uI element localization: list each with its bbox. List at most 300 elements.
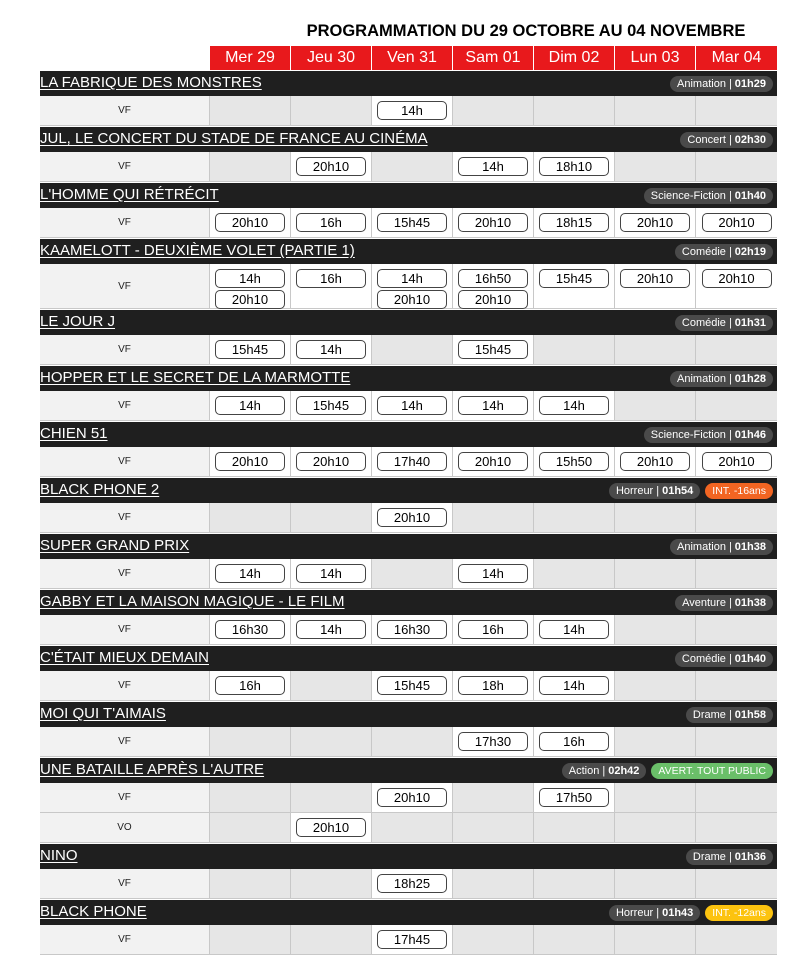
version-label: VF bbox=[40, 925, 210, 954]
day-cell bbox=[453, 671, 534, 700]
day-cell bbox=[615, 335, 696, 364]
day-cell bbox=[534, 264, 615, 308]
showtime-button[interactable]: 15h45 bbox=[377, 676, 447, 695]
day-cell bbox=[534, 869, 615, 898]
day-cell bbox=[615, 925, 696, 954]
movie-genre: Animation bbox=[677, 541, 726, 553]
version-label: VF bbox=[40, 208, 210, 237]
movie-genre: Animation bbox=[677, 373, 726, 385]
separator: | bbox=[656, 907, 660, 919]
version-label: VF bbox=[40, 335, 210, 364]
movie-header bbox=[40, 309, 777, 335]
movie-duration: 01h38 bbox=[734, 597, 766, 609]
version-label: VF bbox=[40, 503, 210, 532]
day-cell bbox=[696, 264, 777, 308]
day-cell bbox=[453, 208, 534, 237]
day-cell bbox=[210, 925, 291, 954]
rating-badge: INT. -16ans bbox=[705, 483, 773, 499]
separator: | bbox=[728, 134, 732, 146]
day-cell bbox=[291, 208, 372, 237]
day-cell bbox=[453, 264, 534, 308]
showtime-button[interactable]: 20h10 bbox=[620, 213, 690, 232]
movie-genre: Science-Fiction bbox=[650, 429, 726, 441]
movie-duration: 01h36 bbox=[734, 851, 766, 863]
movie-title[interactable]: UNE BATAILLE APRÈS L'AUTRE bbox=[40, 761, 265, 778]
movie-genre: Aventure bbox=[682, 597, 726, 609]
day-cell bbox=[453, 152, 534, 181]
showtime-button[interactable]: 16h50 bbox=[458, 269, 528, 288]
movie-info bbox=[675, 315, 773, 331]
movie-title[interactable]: LA FABRIQUE DES MONSTRES bbox=[40, 74, 262, 91]
day-cell bbox=[291, 152, 372, 181]
movie-duration: 01h46 bbox=[734, 429, 766, 441]
movie-header bbox=[40, 757, 777, 783]
showtime-button[interactable]: 14h bbox=[458, 564, 528, 583]
showtime-button[interactable]: 18h bbox=[458, 676, 528, 695]
showtime-button[interactable]: 16h bbox=[458, 620, 528, 639]
day-cell bbox=[291, 447, 372, 476]
day-cell bbox=[291, 615, 372, 644]
showtime-button[interactable]: 20h10 bbox=[296, 452, 366, 471]
showtime-button[interactable]: 14h bbox=[215, 396, 285, 415]
showtime-button[interactable]: 20h10 bbox=[296, 818, 366, 837]
day-cell bbox=[372, 96, 453, 125]
showtime-button[interactable]: 16h30 bbox=[377, 620, 447, 639]
separator: | bbox=[728, 597, 732, 609]
day-cell bbox=[453, 447, 534, 476]
day-cell bbox=[291, 727, 372, 756]
day-cell bbox=[372, 869, 453, 898]
movie-genre: Comédie bbox=[681, 317, 726, 329]
schedule-grid bbox=[40, 70, 777, 955]
movie-header bbox=[40, 238, 777, 264]
day-cell bbox=[453, 559, 534, 588]
showtime-button[interactable]: 14h bbox=[296, 564, 366, 583]
day-cell bbox=[615, 813, 696, 842]
showtime-button[interactable]: 17h30 bbox=[458, 732, 528, 751]
movie-info bbox=[670, 539, 773, 555]
day-cell bbox=[534, 925, 615, 954]
day-cell bbox=[696, 615, 777, 644]
day-cell bbox=[453, 783, 534, 812]
showtime-button[interactable]: 15h45 bbox=[539, 269, 609, 288]
day-cell bbox=[372, 671, 453, 700]
showtime-button[interactable]: 16h bbox=[215, 676, 285, 695]
showtime-button[interactable]: 20h10 bbox=[215, 290, 285, 309]
showtime-row bbox=[40, 783, 777, 813]
day-header: Mer 29 bbox=[210, 46, 291, 70]
movie-info bbox=[609, 483, 773, 499]
movie-title[interactable]: C'ÉTAIT MIEUX DEMAIN bbox=[40, 649, 209, 666]
genre-duration-badge bbox=[609, 483, 700, 499]
showtime-row bbox=[40, 615, 777, 645]
movie-genre: Horreur bbox=[615, 907, 654, 919]
showtime-button[interactable]: 14h bbox=[377, 396, 447, 415]
showtime-button[interactable]: 15h45 bbox=[215, 340, 285, 359]
day-cell bbox=[210, 447, 291, 476]
movie-header bbox=[40, 533, 777, 559]
separator: | bbox=[656, 485, 660, 497]
day-cell bbox=[696, 925, 777, 954]
movie-header bbox=[40, 182, 777, 208]
movie-genre: Science-Fiction bbox=[650, 190, 726, 202]
showtime-row bbox=[40, 559, 777, 589]
movie-info bbox=[670, 371, 773, 387]
separator: | bbox=[728, 373, 732, 385]
showtime-button[interactable]: 14h bbox=[215, 564, 285, 583]
day-cell bbox=[696, 727, 777, 756]
movie-title[interactable]: L'HOMME QUI RÉTRÉCIT bbox=[40, 186, 219, 203]
showtime-button[interactable]: 14h bbox=[539, 620, 609, 639]
day-cell bbox=[615, 783, 696, 812]
movie-title[interactable]: KAAMELOTT - DEUXIÈME VOLET (PARTIE 1) bbox=[40, 242, 355, 259]
movie-title[interactable]: CHIEN 51 bbox=[40, 425, 108, 442]
day-cell bbox=[453, 391, 534, 420]
showtime-row bbox=[40, 335, 777, 365]
day-cell bbox=[453, 813, 534, 842]
day-cell bbox=[534, 813, 615, 842]
day-cell bbox=[291, 335, 372, 364]
movie-genre: Concert bbox=[687, 134, 726, 146]
genre-duration-badge bbox=[670, 539, 773, 555]
day-cell bbox=[534, 208, 615, 237]
day-cell bbox=[372, 264, 453, 308]
day-cell bbox=[291, 264, 372, 308]
movie-title[interactable]: NINO bbox=[40, 847, 78, 864]
showtime-button[interactable]: 16h30 bbox=[215, 620, 285, 639]
showtime-button[interactable]: 20h10 bbox=[702, 213, 772, 232]
day-cell bbox=[291, 503, 372, 532]
movie-header bbox=[40, 701, 777, 727]
separator: | bbox=[728, 653, 732, 665]
day-cell bbox=[453, 96, 534, 125]
showtime-button[interactable]: 18h10 bbox=[539, 157, 609, 176]
showtime-button[interactable]: 20h10 bbox=[702, 452, 772, 471]
movie-header bbox=[40, 365, 777, 391]
day-cell bbox=[615, 391, 696, 420]
day-header: Mar 04 bbox=[696, 46, 777, 70]
day-cell bbox=[696, 335, 777, 364]
day-cell bbox=[615, 96, 696, 125]
movie-genre: Comédie bbox=[681, 246, 726, 258]
day-cell bbox=[210, 96, 291, 125]
movie-title[interactable]: MOI QUI T'AIMAIS bbox=[40, 705, 166, 722]
movie-header bbox=[40, 477, 777, 503]
showtime-button[interactable]: 20h10 bbox=[458, 213, 528, 232]
showtime-button[interactable]: 17h50 bbox=[539, 788, 609, 807]
day-cell bbox=[696, 391, 777, 420]
day-header: Jeu 30 bbox=[291, 46, 372, 70]
day-cell bbox=[372, 615, 453, 644]
version-label: VF bbox=[40, 96, 210, 125]
showtime-button[interactable]: 14h bbox=[458, 157, 528, 176]
day-cell bbox=[615, 208, 696, 237]
day-cell bbox=[615, 671, 696, 700]
movie-duration: 01h40 bbox=[734, 653, 766, 665]
day-cell bbox=[696, 503, 777, 532]
day-cell bbox=[696, 447, 777, 476]
genre-duration-badge bbox=[670, 76, 773, 92]
day-cell bbox=[534, 447, 615, 476]
showtime-button[interactable]: 20h10 bbox=[702, 269, 772, 288]
rating-badge: INT. -12ans bbox=[705, 905, 773, 921]
showtime-button[interactable]: 20h10 bbox=[377, 788, 447, 807]
separator: | bbox=[728, 429, 732, 441]
page-title: PROGRAMMATION DU 29 OCTOBRE AU 04 NOVEMBRE bbox=[306, 22, 746, 40]
genre-duration-badge bbox=[675, 595, 773, 611]
showtime-row bbox=[40, 152, 777, 182]
day-cell bbox=[453, 925, 534, 954]
showtime-row bbox=[40, 869, 777, 899]
day-cell bbox=[372, 391, 453, 420]
showtime-button[interactable]: 20h10 bbox=[620, 452, 690, 471]
separator: | bbox=[728, 541, 732, 553]
day-cell bbox=[453, 727, 534, 756]
movie-title[interactable]: GABBY ET LA MAISON MAGIQUE - LE FILM bbox=[40, 593, 345, 610]
movie-header bbox=[40, 843, 777, 869]
genre-duration-badge bbox=[644, 188, 773, 204]
genre-duration-badge bbox=[675, 244, 773, 260]
day-cell bbox=[291, 559, 372, 588]
showtime-button[interactable]: 15h50 bbox=[539, 452, 609, 471]
movie-title[interactable]: LE JOUR J bbox=[40, 313, 116, 330]
movie-header bbox=[40, 645, 777, 671]
showtime-row bbox=[40, 813, 777, 843]
day-cell bbox=[696, 152, 777, 181]
day-cell bbox=[696, 869, 777, 898]
showtime-button[interactable]: 20h10 bbox=[377, 290, 447, 309]
day-cell bbox=[534, 783, 615, 812]
showtime-button[interactable]: 20h10 bbox=[458, 452, 528, 471]
showtime-button[interactable]: 20h10 bbox=[377, 508, 447, 527]
separator: | bbox=[728, 709, 732, 721]
day-header: Ven 31 bbox=[372, 46, 453, 70]
showtime-button[interactable]: 14h bbox=[539, 396, 609, 415]
separator: | bbox=[728, 851, 732, 863]
day-cell bbox=[615, 559, 696, 588]
movie-header bbox=[40, 899, 777, 925]
genre-duration-badge bbox=[670, 371, 773, 387]
movie-info bbox=[686, 849, 773, 865]
movie-info bbox=[644, 427, 773, 443]
day-cell bbox=[372, 503, 453, 532]
showtime-button[interactable]: 14h bbox=[458, 396, 528, 415]
movie-info bbox=[675, 651, 773, 667]
day-cell bbox=[210, 671, 291, 700]
showtime-button[interactable]: 15h45 bbox=[377, 213, 447, 232]
separator: | bbox=[728, 78, 732, 90]
showtime-button[interactable]: 17h40 bbox=[377, 452, 447, 471]
day-cell bbox=[696, 208, 777, 237]
showtime-button[interactable]: 14h bbox=[296, 620, 366, 639]
movie-info bbox=[680, 132, 773, 148]
day-cell bbox=[210, 335, 291, 364]
day-cell bbox=[534, 335, 615, 364]
day-cell bbox=[372, 925, 453, 954]
day-cell bbox=[210, 813, 291, 842]
movie-header bbox=[40, 126, 777, 152]
movie-duration: 01h31 bbox=[734, 317, 766, 329]
day-cell bbox=[372, 152, 453, 181]
showtime-button[interactable]: 20h10 bbox=[215, 452, 285, 471]
showtime-row bbox=[40, 208, 777, 238]
day-cell bbox=[615, 447, 696, 476]
day-cell bbox=[453, 869, 534, 898]
day-cell bbox=[615, 615, 696, 644]
version-label: VF bbox=[40, 391, 210, 420]
showtime-button[interactable]: 14h bbox=[377, 101, 447, 120]
version-label: VF bbox=[40, 869, 210, 898]
movie-duration: 01h54 bbox=[662, 485, 694, 497]
movie-title[interactable]: SUPER GRAND PRIX bbox=[40, 537, 190, 554]
version-label: VF bbox=[40, 264, 210, 308]
day-cell bbox=[210, 503, 291, 532]
day-header: Sam 01 bbox=[453, 46, 534, 70]
day-cell bbox=[615, 152, 696, 181]
separator: | bbox=[728, 317, 732, 329]
movie-genre: Comédie bbox=[681, 653, 726, 665]
day-cell bbox=[534, 727, 615, 756]
day-cell bbox=[534, 152, 615, 181]
day-cell bbox=[210, 152, 291, 181]
movie-duration: 01h58 bbox=[734, 709, 766, 721]
day-cell bbox=[696, 559, 777, 588]
movie-duration: 02h42 bbox=[608, 765, 640, 777]
showtime-button[interactable]: 16h bbox=[296, 269, 366, 288]
day-cell bbox=[615, 869, 696, 898]
day-cell bbox=[696, 813, 777, 842]
showtime-row bbox=[40, 264, 777, 309]
showtime-button[interactable]: 20h10 bbox=[296, 157, 366, 176]
movie-genre: Animation bbox=[677, 78, 726, 90]
showtime-button[interactable]: 16h bbox=[296, 213, 366, 232]
day-cell bbox=[291, 925, 372, 954]
day-cell bbox=[291, 391, 372, 420]
day-cell bbox=[534, 615, 615, 644]
movie-genre: Action bbox=[568, 765, 600, 777]
movie-title[interactable]: HOPPER ET LE SECRET DE LA MARMOTTE bbox=[40, 369, 351, 386]
rating-badge: AVERT. TOUT PUBLIC bbox=[651, 763, 773, 779]
showtime-button[interactable]: 14h bbox=[296, 340, 366, 359]
version-label: VF bbox=[40, 671, 210, 700]
movie-header bbox=[40, 421, 777, 447]
showtime-button[interactable]: 18h25 bbox=[377, 874, 447, 893]
separator: | bbox=[728, 190, 732, 202]
day-header: Dim 02 bbox=[534, 46, 615, 70]
day-cell bbox=[453, 615, 534, 644]
showtime-button[interactable]: 20h10 bbox=[458, 290, 528, 309]
day-cell bbox=[372, 727, 453, 756]
day-cell bbox=[372, 813, 453, 842]
movie-duration: 01h28 bbox=[734, 373, 766, 385]
showtime-button[interactable]: 18h15 bbox=[539, 213, 609, 232]
movie-title[interactable]: BLACK PHONE bbox=[40, 903, 147, 920]
day-cell bbox=[210, 391, 291, 420]
showtime-row bbox=[40, 96, 777, 126]
showtime-button[interactable]: 16h bbox=[539, 732, 609, 751]
day-cell bbox=[291, 813, 372, 842]
day-cell bbox=[534, 559, 615, 588]
day-cell bbox=[291, 96, 372, 125]
showtime-button[interactable]: 14h bbox=[377, 269, 447, 288]
genre-duration-badge bbox=[686, 707, 773, 723]
showtime-button[interactable]: 15h45 bbox=[458, 340, 528, 359]
movie-duration: 01h43 bbox=[662, 907, 694, 919]
version-label: VF bbox=[40, 447, 210, 476]
day-cell bbox=[615, 264, 696, 308]
genre-duration-badge bbox=[644, 427, 773, 443]
movie-header bbox=[40, 70, 777, 96]
showtime-button[interactable]: 14h bbox=[215, 269, 285, 288]
day-cell bbox=[534, 391, 615, 420]
movie-info bbox=[675, 244, 773, 260]
genre-duration-badge bbox=[680, 132, 773, 148]
day-cell bbox=[210, 208, 291, 237]
day-cell bbox=[372, 335, 453, 364]
showtime-button[interactable]: 15h45 bbox=[296, 396, 366, 415]
genre-duration-badge bbox=[675, 315, 773, 331]
day-cell bbox=[615, 503, 696, 532]
genre-duration-badge bbox=[609, 905, 700, 921]
day-cell bbox=[372, 208, 453, 237]
day-cell bbox=[534, 503, 615, 532]
movie-genre: Drame bbox=[692, 851, 726, 863]
day-cell bbox=[372, 559, 453, 588]
showtime-row bbox=[40, 925, 777, 955]
showtime-row bbox=[40, 727, 777, 757]
movie-title[interactable]: JUL, LE CONCERT DU STADE DE FRANCE AU CINÉMA bbox=[40, 130, 428, 147]
genre-duration-badge bbox=[686, 849, 773, 865]
showtime-button[interactable]: 17h45 bbox=[377, 930, 447, 949]
day-cell bbox=[291, 869, 372, 898]
movie-genre: Drame bbox=[692, 709, 726, 721]
day-cell bbox=[372, 783, 453, 812]
day-cell bbox=[210, 264, 291, 308]
movie-duration: 01h40 bbox=[734, 190, 766, 202]
day-cell bbox=[615, 727, 696, 756]
movie-info bbox=[609, 905, 773, 921]
movie-info bbox=[675, 595, 773, 611]
movie-info bbox=[644, 188, 773, 204]
day-cell bbox=[210, 615, 291, 644]
showtime-row bbox=[40, 671, 777, 701]
showtime-button[interactable]: 14h bbox=[539, 676, 609, 695]
movie-duration: 02h19 bbox=[734, 246, 766, 258]
movie-duration: 02h30 bbox=[734, 134, 766, 146]
movie-duration: 01h38 bbox=[734, 541, 766, 553]
day-cell bbox=[453, 503, 534, 532]
movie-info bbox=[670, 76, 773, 92]
day-cell bbox=[696, 96, 777, 125]
showtime-button[interactable]: 20h10 bbox=[215, 213, 285, 232]
showtime-button[interactable]: 20h10 bbox=[620, 269, 690, 288]
version-label: VF bbox=[40, 727, 210, 756]
day-header-row bbox=[210, 46, 777, 70]
movie-duration: 01h29 bbox=[734, 78, 766, 90]
movie-info bbox=[562, 763, 773, 779]
showtime-row bbox=[40, 503, 777, 533]
day-cell bbox=[534, 671, 615, 700]
movie-title[interactable]: BLACK PHONE 2 bbox=[40, 481, 160, 498]
version-label: VF bbox=[40, 152, 210, 181]
version-label: VF bbox=[40, 783, 210, 812]
day-cell bbox=[210, 869, 291, 898]
separator: | bbox=[602, 765, 606, 777]
day-header: Lun 03 bbox=[615, 46, 696, 70]
day-cell bbox=[210, 559, 291, 588]
day-cell bbox=[534, 96, 615, 125]
day-cell bbox=[696, 671, 777, 700]
